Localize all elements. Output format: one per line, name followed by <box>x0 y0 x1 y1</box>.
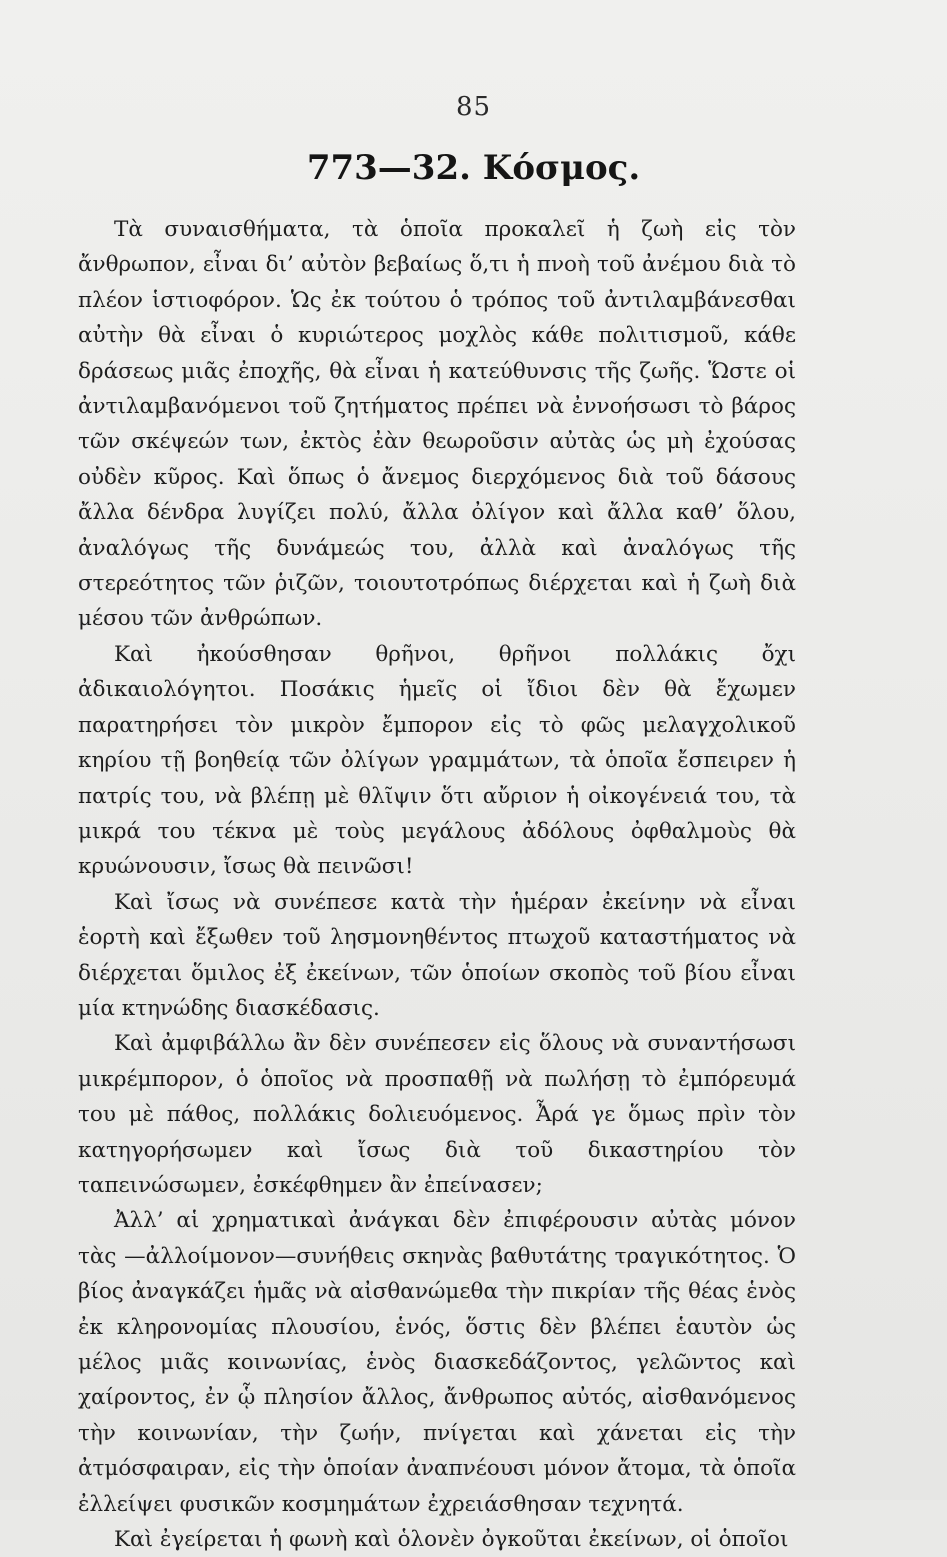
body-text <box>78 212 796 1557</box>
paragraph: Καὶ ἐγείρεται ἡ φωνὴ καὶ ὁλονὲν ὀγκοῦται ἐκείνων, οἱ ὁποῖοι <box>114 1527 789 1553</box>
section-heading: 773—32. Κόσμος. <box>306 148 641 188</box>
paragraph: Τὰ συναισθήματα, τὰ ὁποῖα προκαλεῖ ἡ ζωὴ εἰς τὸν ἄνθρωπον, εἶναι δι’ αὐτὸν βεβαίως ὅ,τι ἡ πνοὴ τοῦ ἀνέμου διὰ τὸ πλέον ἱστιοφόρον. Ὡς ἐκ τούτου ὁ τρόπος τοῦ ἀντιλαμβάνεσθαι αὐτὴν θὰ εἶναι ὁ κυριώτερος μοχλὸς κάθε πολιτισμοῦ, κάθε δράσεως μιᾶς ἐποχῆς, θὰ εἶναι ἡ κατεύθυνσις τῆς ζωῆς. Ὥστε οἱ ἀντιλαμβανόμενοι τοῦ ζητήματος πρέπει νὰ ἐννοήσωσι τὸ βάρος τῶν σκέψεών των, ἐκτὸς ἐὰν θεωροῦσιν αὐτὰς ὡς μὴ ἐχούσας οὐδὲν κῦρος. Καὶ ὅπως ὁ ἄνεμος διερχόμενος διὰ τοῦ δάσους ἄλλα δένδρα λυγίζει πολύ, ἄλλα ὀλίγον καὶ ἄλλα καθ’ ὅλου, ἀναλόγως τῆς δυνάμεώς του, ἀλλὰ καὶ ἀναλόγως τῆς στερεότητος τῶν ῥιζῶν, τοιουτοτρόπως διέρχεται καὶ ἡ ζωὴ διὰ μέσου τῶν ἀνθρώπων. <box>78 217 796 632</box>
page-number: 85 <box>455 92 492 122</box>
paragraph: Καὶ ἴσως νὰ συνέπεσε κατὰ τὴν ἡμέραν ἐκείνην νὰ εἶναι ἑορτὴ καὶ ἔξωθεν τοῦ λησμονηθέντος πτωχοῦ καταστήματος νὰ διέρχεται ὅμιλος ἐξ ἐκείνων, τῶν ὁποίων σκοπὸς τοῦ βίου εἶναι μία κτηνώδης διασκέδασις. <box>78 889 796 1021</box>
paragraph: Καὶ ἀμφιβάλλω ἂν δὲν συνέπεσεν εἰς ὅλους νὰ συναντήσωσι μικρέμπορον, ὁ ὁποῖος νὰ προσπαθῇ νὰ πωλήσῃ τὸ ἐμπόρευμά του μὲ πάθος, πολλάκις δολιευόμενος. Ἆρά γε ὅμως πρὶν τὸν κατηγορήσωμεν καὶ ἴσως διὰ τοῦ δικαστηρίου τὸν ταπεινώσωμεν, ἐσκέφθημεν ἂν ἐπείνασεν; <box>78 1031 796 1198</box>
paragraph: Ἀλλ’ αἱ χρηματικαὶ ἀνάγκαι δὲν ἐπιφέρουσιν αὐτὰς μόνον τὰς —ἀλλοίμονον—συνήθεις σκηνὰς βαθυτάτης τραγικότητος. Ὁ βίος ἀναγκάζει ἡμᾶς νὰ αἰσθανώμεθα τὴν πικρίαν τῆς θέας ἑνὸς ἐκ κληρονομίας πλουσίου, ἑνός, ὅστις δὲν βλέπει ἑαυτὸν ὡς μέλος μιᾶς κοινωνίας, ἑνὸς διασκεδάζοντος, γελῶντος καὶ χαίροντος, ἐν ᾧ πλησίον ἄλλος, ἄνθρωπος αὐτός, αἰσθανόμενος τὴν κοινωνίαν, τὴν ζωήν, πνίγεται καὶ χάνεται εἰς τὴν ἀτμόσφαιραν, εἰς τὴν ὁποίαν ἀναπνέουσι μόνον ἄτομα, τὰ ὁποῖα ἐλλείψει φυσικῶν κοσμημάτων ἐχρειάσθησαν τεχνητά. <box>78 1208 796 1517</box>
paragraph: Καὶ ἠκούσθησαν θρῆνοι, θρῆνοι πολλάκις ὄχι ἀδικαιολόγητοι. Ποσάκις ἡμεῖς οἱ ἴδιοι δὲν θὰ ἔχωμεν παρατηρήσει τὸν μικρὸν ἔμπορον εἰς τὸ φῶς μελαγχολικοῦ κηρίου τῇ βοηθείᾳ τῶν ὀλίγων γραμμάτων, τὰ ὁποῖα ἔσπειρεν ἡ πατρίς του, νὰ βλέπῃ μὲ θλῖψιν ὅτι αὔριον ἡ οἰκογένειά του, τὰ μικρά του τέκνα μὲ τοὺς μεγάλους ἀδόλους ὀφθαλμοὺς θὰ κρυώνουσιν, ἴσως θὰ πεινῶσι! <box>78 641 796 880</box>
